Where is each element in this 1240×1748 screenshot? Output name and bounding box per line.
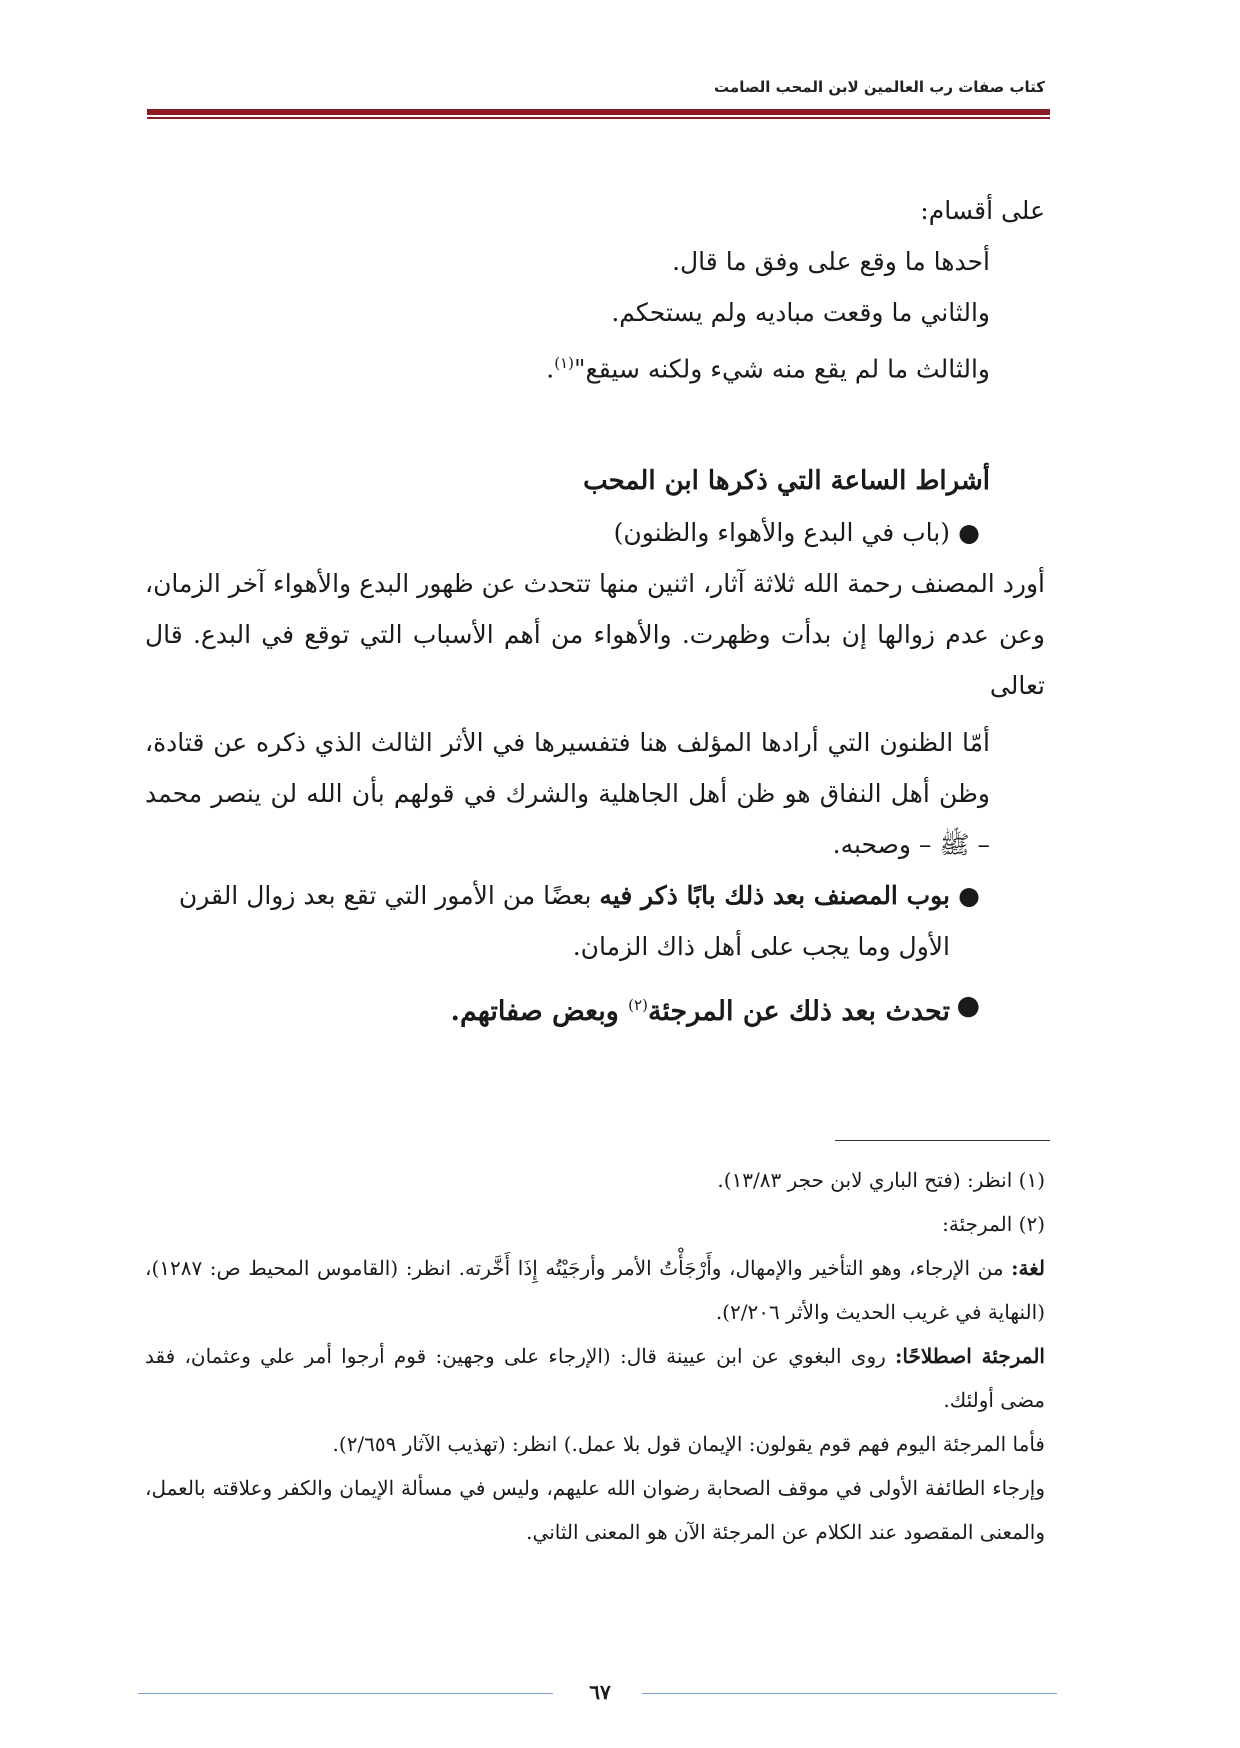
intro-line: على أقسام: xyxy=(920,196,1045,225)
paragraph: أورد المصنف رحمة الله ثلاثة آثار، اثنين منها تتحدث عن ظهور البدع والأهواء آخر الزمان، وعن عدم زوالها إن بدأت وظهرت. والأهواء من أهم الأسباب التي توقع في البدع. قال تعالى xyxy=(145,569,1045,701)
page-number: ٦٧ xyxy=(589,1680,611,1704)
bullet-dot-icon: ● xyxy=(958,518,980,548)
footnote-ref-2: (٢) xyxy=(628,996,648,1015)
footnote-istilah xyxy=(145,1334,1045,1422)
lugha-label: لغة: xyxy=(1011,1256,1045,1280)
list-item-text: والثالث ما لم يقع منه شيء ولكنه سيقع" xyxy=(573,354,990,384)
list-item: أحدها ما وقع على وفق ما قال. xyxy=(672,247,990,276)
main-text xyxy=(145,185,1045,1037)
footnotes xyxy=(145,1158,1045,1554)
list-item-end: . xyxy=(546,354,555,384)
bullet-text: بعضًا من الأمور التي تقع بعد زوال القرن الأول وما يجب على أهل ذاك الزمان. xyxy=(178,881,950,962)
footnote-irja: وإرجاء الطائفة الأولى في موقف الصحابة رضوان الله عليهم، وليس في مسألة الإيمان والكفر وعلاقته بالعمل، والمعنى المقصود عند الكلام عن المرجئة الآن هو المعنى الثاني. xyxy=(145,1476,1045,1544)
list-item: والثاني ما وقعت مباديه ولم يستحكم. xyxy=(611,298,990,327)
footnote-2: (٢) المرجئة: xyxy=(942,1212,1045,1236)
footnote-today: فأما المرجئة اليوم فهم قوم يقولون: الإيمان قول بلا عمل.) انظر: (تهذيب الآثار ٢/٦٥٩). xyxy=(332,1432,1045,1456)
footnote-1: (١) انظر: (فتح الباري لابن حجر ١٣/٨٣). xyxy=(717,1168,1045,1192)
header-rule-thick xyxy=(147,109,1050,115)
bullet-item xyxy=(145,870,1045,972)
footer-rule-left xyxy=(138,1693,553,1694)
istilah-label: المرجئة اصطلاحًا: xyxy=(895,1344,1045,1368)
footnote-ref-1: (١) xyxy=(554,354,574,372)
list-item xyxy=(145,338,1045,394)
bullet-bold-text-2: وبعض صفاتهم. xyxy=(450,996,629,1028)
bullet-item xyxy=(145,980,1045,1037)
footnote-separator xyxy=(835,1140,1050,1141)
running-header-title: كتاب صفات رب العالمين لابن المحب الصامت xyxy=(714,78,1045,96)
section-heading: أشراط الساعة التي ذكرها ابن المحب xyxy=(583,466,990,497)
paragraph-indented: أمّا الظنون التي أرادها المؤلف هنا فتفسيرها في الأثر الثالث الذي ذكره عن قتادة، وظن أهل النفاق هو ظن أهل الجاهلية والشرك في قولهم بأن الله لن ينصر محمد – ﷺ – وصحبه. xyxy=(145,728,990,860)
bullet-text: (باب في البدع والأهواء والظنون) xyxy=(613,518,950,548)
footnote-lugha xyxy=(145,1246,1045,1334)
istilah-text: روى البغوي عن ابن عيينة قال: (الإرجاء على وجهين: قوم أرجوا أمر علي وعثمان، فقد مضى أولئك. xyxy=(145,1344,1045,1412)
lugha-text: من الإرجاء، وهو التأخير والإمهال، وأَرْجَأْتُ الأمر وأرجَيْتُه إِذَا أَخَّرته. انظر: (القاموس المحيط ص: ١٢٨٧)، (النهاية في غريب الحديث والأثر ٢/٢٠٦). xyxy=(145,1256,1045,1324)
bullet-dot-icon: ● xyxy=(956,990,980,1022)
bullet-bold-text: تحدث بعد ذلك عن المرجئة xyxy=(647,996,950,1028)
header-rule-thin xyxy=(147,117,1050,119)
bullet-dot-icon: ● xyxy=(958,881,980,911)
bullet-item xyxy=(145,507,1045,558)
footer-rule-right xyxy=(642,1693,1057,1694)
bullet-bold-text: بوب المصنف بعد ذلك بابًا ذكر فيه xyxy=(599,881,950,911)
